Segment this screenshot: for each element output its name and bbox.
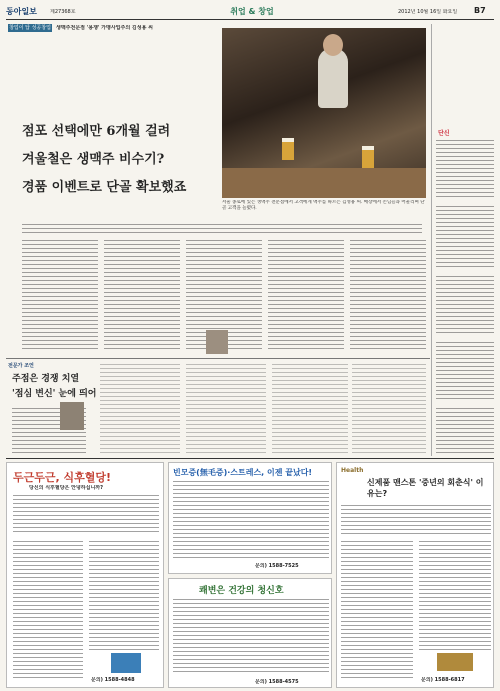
page-number: B7: [474, 6, 486, 15]
ad-left-body-2: [13, 541, 83, 681]
expert-headline-2: '점심 변신' 눈에 띄어: [12, 389, 97, 399]
beer-glass-icon: [282, 138, 294, 160]
series-badge: 창업이 답 성공창업: [9, 25, 51, 31]
person-head: [323, 34, 343, 56]
expert-column-text-2: [100, 364, 180, 454]
feature-body-col-5: [350, 240, 426, 350]
ad-center-top[interactable]: [168, 462, 332, 574]
expert-column-text-4: [272, 364, 348, 454]
headline-2: 겨울철은 생맥주 비수기?: [22, 152, 165, 167]
expert-portrait: [60, 402, 84, 430]
masthead: 동아일보: [6, 7, 37, 16]
feature-body-col-4: [268, 240, 344, 350]
expert-column-text-5: [352, 364, 426, 454]
section-title: 취업 & 창업: [230, 7, 274, 16]
ad-center-bottom-body: [173, 599, 329, 675]
feature-body-col-1: [22, 240, 98, 350]
ad-left-title: 두근두근, 식후혈당!: [13, 471, 112, 484]
feature-photo-caption: 서울 종로에 있는 생맥주 전문점에서 고객에게 맥주를 따르는 김성용 씨. 매장에서 손님들과 어울리며 단골 고객을 늘렸다.: [222, 200, 425, 211]
issue-date: 2012년 10월 16일 화요일: [398, 9, 458, 15]
sidebar-news-5: [436, 408, 494, 454]
ad-center-top-body: [173, 481, 329, 559]
ad-left-body: [13, 495, 159, 535]
sidebar-news-2: [436, 206, 494, 270]
ad-center-bottom-phone: 문의) 1588-4575: [255, 679, 299, 685]
beer-glass-icon: [362, 146, 374, 168]
ad-right-title: 신제품 맨스톤 '중년의 회춘식' 이유는?: [367, 478, 484, 498]
ad-section-rule: [6, 458, 494, 459]
ad-center-bottom-title: 쾌변은 건강의 청신호: [199, 586, 284, 596]
issue-number: 제27368호: [50, 9, 76, 15]
ad-right-phone: 문의) 1588-6817: [421, 677, 465, 683]
expert-column-text-3: [186, 364, 266, 454]
feature-photo: [222, 28, 426, 198]
section-rule: [6, 358, 430, 359]
ad-right[interactable]: [336, 462, 494, 688]
feature-body-col-2: [104, 240, 180, 350]
ad-left-body-3: [89, 541, 159, 651]
headline-3: 경품 이벤트로 단골 확보했죠: [22, 180, 187, 195]
ad-center-top-phone: 문의) 1588-7525: [255, 563, 299, 569]
ad-left[interactable]: [6, 462, 164, 688]
expert-label: 전문가 조언: [8, 363, 34, 369]
sidebar-news-3: [436, 276, 494, 336]
sidebar-news-1: [436, 140, 494, 200]
product-box-icon: [437, 653, 473, 671]
person-figure: [318, 48, 348, 108]
ad-left-subtitle: 당신의 식후혈당은 안녕하십니까?: [29, 485, 104, 491]
ad-right-body-3: [419, 541, 491, 651]
header-rule: [6, 19, 494, 20]
sidebar-title: 단신: [438, 130, 450, 137]
ad-left-phone: 문의) 1588-4848: [91, 677, 135, 683]
product-box-icon: [111, 653, 141, 673]
feature-intro-text: [22, 224, 422, 236]
sidebar-divider: [431, 24, 432, 456]
ad-center-bottom[interactable]: [168, 578, 332, 688]
ad-right-body: [341, 505, 491, 535]
series-subtitle: 생맥주전문점 '용쟁' 가맹사업주의 김성용 씨: [56, 25, 153, 31]
sidebar-news-4: [436, 342, 494, 402]
ad-right-body-2: [341, 541, 413, 681]
table-surface: [222, 168, 426, 198]
ad-right-tag: Health: [341, 467, 364, 474]
reporter-portrait: [206, 330, 228, 354]
headline-1: 점포 선택에만 6개월 걸려: [22, 124, 171, 139]
ad-center-top-title: 빈모증(無毛증)·스트레스, 이젠 끝났다!: [173, 468, 313, 477]
expert-headline-1: 주점은 경쟁 치열: [12, 374, 80, 384]
